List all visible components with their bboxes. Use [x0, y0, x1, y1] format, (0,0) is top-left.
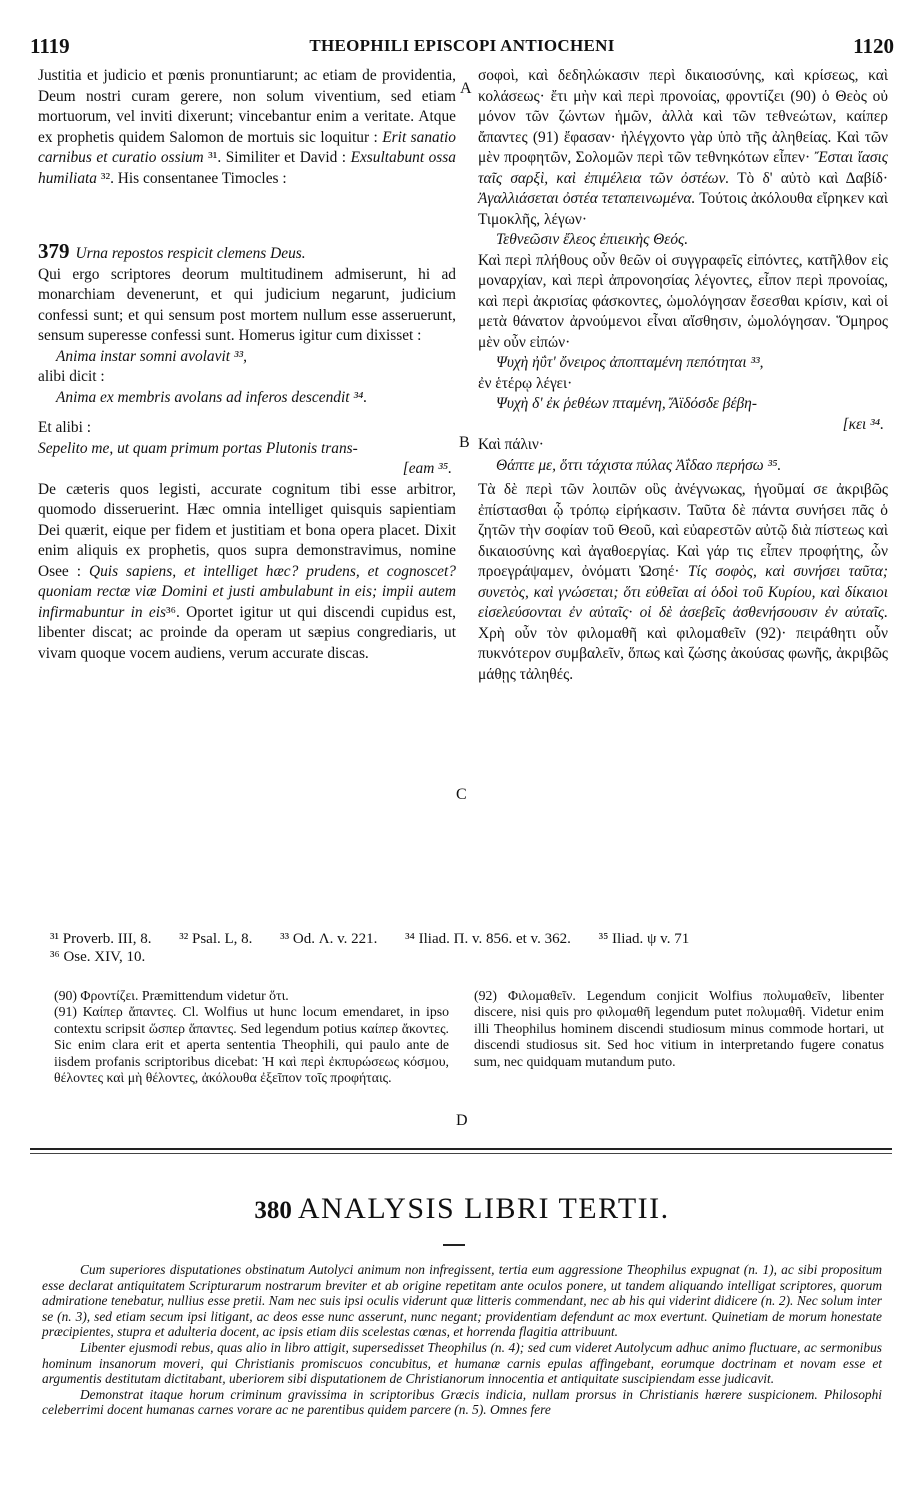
latin-p3-tail: ³⁶. Oportet igitur ut qui discendi cupidus est, libenter discat; ac proinde da operam ut sæpius congrediaris, ut vivam quoque vocem audiens, verum accurate discas. [38, 603, 456, 662]
margin-mark-b: B [459, 434, 470, 451]
greek-verse-2: Ψυχὴ ἠΰτ' ὄνειρος ἀποπταμένη πεπότηται ³³, [496, 354, 764, 371]
greek-p1-quote2: Ἀγαλλιάσεται ὀστέα τεταπεινωμένα. [478, 190, 696, 207]
latin-paragraph-3 [38, 480, 456, 665]
note-91: (91) Καίπερ ἄπαντες. Cl. Wolfius ut hunc locum emendaret, in ipso contextu scripsit ὥσπερ ἅπαντες. Sed legendum potius καίπερ ἄκοντες. Sic enim clara erit et aperta sententia Theophili, qui paulo ante de iisdem profanis scriptoribus dicebat: Ἡ καὶ περὶ ἐκπυρώσεως κόσμου, θέλοντες καὶ μὴ θέλοντες, ἀκόλουθα ἐξεῖπον τοῖς προφήταις. [54, 1004, 449, 1086]
running-header [30, 34, 894, 60]
page-number-left: 1119 [30, 34, 70, 58]
greek-verse-3: Ψυχὴ δ' ἐκ ῥεθέων πταμένη, Ἄϊδόσδε βέβη- [496, 395, 757, 412]
margin-mark-d: D [456, 1112, 468, 1129]
greek-p1-tail: Τούτοις ἀκόλουθα εἴρηκεν καὶ Τιμοκλῆς, λέγων· [478, 190, 888, 228]
greek-column [478, 66, 888, 685]
section-number-379: 379 [38, 239, 70, 263]
latin-alibi: alibi dicit : [38, 368, 105, 385]
latin-p1-ref: ³¹. Similiter et David : [208, 149, 347, 166]
greek-paragraph-3 [478, 480, 888, 685]
greek-p1-mid: Τὸ δ' αὐτὸ καὶ Δαβίδ· [737, 169, 888, 187]
latin-p1-quote: Erit sanatio carnibus et curatio ossium [38, 128, 456, 166]
greek-p1-text: σοφοὶ, καὶ δεδηλώκασιν περὶ δικαιοσύνης, καὶ κρίσεως, καὶ κολάσεως· ἔτι μὴν καὶ περὶ προνοίας, φροντίζει (90) ὁ Θεὸς οὐ μόνον τῶν ζώντων ἡμῶν, ἀλλὰ καὶ τῶν τεθνεώτων, καίπερ ἄπαντες (91) ἔφασαν· ἠλέγχοντο γὰρ ὑπὸ τῆς ἀληθείας. Καὶ τῶν μὲν προφητῶν, Σολομῶν περὶ τῶν τεθνηκότων εἶπεν· [478, 67, 888, 166]
latin-verse-4-hang: [eam ³⁵. [402, 460, 452, 477]
section-title-text: ANALYSIS LIBRI TERTII. [297, 1192, 670, 1225]
title-dash [443, 1244, 465, 1246]
note-90: (90) Φροντίζει. Præmittendum videtur ὅτι. [54, 988, 289, 1003]
running-title: THEOPHILI EPISCOPI ANTIOCHENI [309, 36, 615, 55]
greek-paragraph-2: Καὶ περὶ πλήθους οὖν θεῶν οἱ συγγραφεῖς εἰπόντες, κατῆλθον εἰς μοναρχίαν, καὶ περὶ ἀπρονοησίας λέγοντες, εἶπον περὶ προνοίας, καὶ περὶ ἀκρισίας φάσκοντες, ὡμολόγησαν ἔσεσθαι κρίσιν, καὶ οἱ μετὰ θάνατον ἀρνούμενοι εἶναι αἴσθησιν, ὡμολόγησαν. Ὅμηρος μὲν οὖν εἰπών· [478, 251, 888, 351]
margin-mark-a: A [460, 80, 472, 97]
latin-paragraph-1 [38, 66, 456, 189]
greek-en-etero: ἐν ἑτέρῳ λέγει· [478, 374, 573, 392]
latin-p3-quote: Quis sapiens, et intelliget hæc? prudens, et cognoscet? quoniam rectæ viæ Domini et justi ambulabunt in eis; impii autem infirmabuntur in eis [38, 562, 456, 621]
scripture-references [50, 930, 890, 966]
ref-32: ³² Psal. L, 8. [179, 931, 253, 947]
latin-paragraph-2: Qui ergo scriptores deorum multitudinem admiserunt, hi ad monarchiam devenerunt, et qui judicium negarunt, judicium confessi sunt; et qui sensum post mortem nullum esse asseruerunt, sensum superesse confessi sunt. Homerus igitur cum dixisset : [38, 265, 456, 344]
ref-31: ³¹ Proverb. III, 8. [50, 931, 152, 947]
greek-verse-3-hang: [κει ³⁴. [842, 415, 884, 433]
margin-mark-c: C [456, 786, 467, 803]
page-number-right: 1120 [853, 34, 894, 58]
ref-36: ³⁶ Ose. XIV, 10. [50, 949, 146, 965]
notes-right [474, 988, 884, 1070]
latin-verse-2: Anima instar somni avolavit ³³, [56, 347, 247, 365]
latin-verse-4: Sepelito me, ut quam primum portas Plutonis trans- [38, 439, 358, 457]
greek-p3-text: Τὰ δὲ περὶ τῶν λοιπῶν οὓς ἀνέγνωκας, ἡγοῦμαί σε ἀκριβῶς ἐπίστασθαι ᾧ τρόπῳ εἰρήκασιν. Ταῦτα δὲ πάντα συνήσει πᾶς ὁ ζητῶν τὴν σοφίαν τοῦ Θεοῦ, καὶ εὐαρεστῶν αὐτῷ διὰ πίστεως καὶ δικαιοσύνης καὶ ἀγαθοεργίας. Καὶ γάρ τις εἶπεν προφήτης, ὧν προεγράψαμεν, ὀνόματι Ὠσηέ· [478, 481, 888, 580]
latin-verse1-text: Urna repostos respicit clemens Deus. [75, 245, 306, 262]
latin-verse-1 [38, 241, 456, 265]
note-92: (92) Φιλομαθεῖν. Legendum conjicit Wolfius πολυμαθεῖν, libenter discere, nisi quis pro φιλομαθῆ legendum putet πολυμαθῆ. Videtur enim illi Theophilus hominem discendi studiosum minus commode hortari, ut discendi studiosus sit. Sed hoc vitium in interpretando fugere conatus sum, nec quidquam mutandum puto. [474, 988, 884, 1069]
latin-verse-3: Anima ex membris avolans ad inferos descendit ³⁴. [56, 388, 368, 406]
greek-verse-1: Τεθνεῶσιν ἔλεος ἐπιεικὴς Θεός. [496, 231, 689, 248]
latin-p1-tail: ³². His consentanee Timocles : [100, 169, 287, 187]
greek-kai-palin: Καὶ πάλιν· [478, 436, 544, 453]
greek-paragraph-1 [478, 66, 888, 230]
latin-et-alibi: Et alibi : [38, 419, 92, 436]
latin-p1-quote2: Exsultabunt ossa humiliata [38, 149, 456, 187]
abstract-paragraph-2: Libenter ejusmodi rebus, quas alio in libro attigit, supersedisset Theophilus (n. 4); sed cum videret Autolycum adhuc animo fluctuare, ac sermonibus hominum insanorum moveri, qui Christianis promiscuos concubitus, et humanæ carnis epulas affingebant, eorumque doctrinam et novam esse et argumentis destitutam dictitabant, uberiorem sibi disputationem de Christianorum innocentia et antiquitate suscipiendam esse judicavit. [42, 1339, 882, 1387]
section-divider-thick [30, 1148, 892, 1150]
latin-p3-text: De cæteris quos legisti, accurate cognitum tibi esse arbitror, quomodo disseruerint. Hæc omnia intelliget quisquis sapientiam Dei quærit, eique per fidem et justitiam et bona opera placet. Dixit enim aliquis ex prophetis, quos supra demonstravimus, nomine Osee : [38, 480, 456, 580]
ref-33: ³³ Od. Λ. v. 221. [280, 931, 378, 947]
latin-p1-text: Justitia et judicio et pœnis pronuntiarunt; ac etiam de providentia, Deum nostri curam gerere, non solum viventium, sed etiam mortuorum, vel inviti dixerunt; vincebantur enim a veritate. Atque ex prophetis quidem Salomon de mortuis sic loquitur : [38, 67, 456, 146]
section-divider-thin [30, 1153, 892, 1154]
greek-verse-4: Θάπτε με, ὅττι τάχιστα πύλας Ἀΐδαο περήσω ³⁵. [496, 456, 782, 474]
ref-34: ³⁴ Iliad. Π. v. 856. et v. 362. [405, 931, 571, 947]
latin-column [38, 66, 456, 664]
greek-p1-quote: Ἔσται ἴασις ταῖς σαρξὶ, καὶ ἐπιμέλεια τῶν ὀστέων. [478, 149, 888, 187]
greek-p3-quote: Τίς σοφὸς, καὶ συνήσει ταῦτα; συνετὸς, καὶ γνώσεται; ὅτι εὐθεῖαι αἱ ὁδοὶ τοῦ Κυρίου, καὶ δίκαιοι εἰσελεύσονται ἐν αὐταῖς· οἱ δὲ ἀσεβεῖς ἀσθενήσουσιν ἐν αὐταῖς. [478, 563, 888, 621]
analysis-abstract [42, 1262, 882, 1418]
abstract-paragraph-3: Demonstrat itaque horum criminum gravissima in scriptoribus Græcis indicia, nullam prorsus in Christianis hærere suspicionem. Philosophi celeberrimi docent humanas carnes vorare ac ne parentibus quidem parcere (n. 5). Omnes fere [42, 1386, 882, 1418]
notes-left [54, 988, 449, 1086]
section-number-380: 380 [254, 1197, 292, 1224]
section-title [0, 1192, 924, 1226]
greek-p3-tail: Χρὴ οὖν τὸν φιλομαθῆ καὶ φιλομαθεῖν (92)· πειράθητι οὖν πυκνότερον συμβαλεῖν, ὅπως καὶ ζώσης ἀκούσας φωνῆς, ἀκριβῶς μάθῃς τἀληθές. [478, 624, 888, 683]
ref-35: ³⁵ Iliad. ψ v. 71 [598, 931, 690, 947]
abstract-paragraph-1: Cum superiores disputationes obstinatum Autolyci animum non infregissent, tertia eum aggressione Theophilus expugnat (n. 1), ac sibi propositum esse declarat antiquitatem Scripturarum nostrarum breviter et ab origine repetitam ante oculos ponere, ut tandem aliquando intelligat scriptores, quorum admiratione tenebatur, nullius esse pretii. Nam nec suis ipsi oculis viderunt quæ litteris commendant, nec ab his qui viderint didicere (n. 2). Nec solum inter se (n. 3), sed etiam secum ipsi litigant, ac deos esse nunc asserunt, nunc negant; providentiam defendunt ac mox evertunt. Quinetiam de morum honestate præcipientes, stupra et adulteria docent, ac ipsis etiam diis scelestas cœnas, et horrenda flagitia attribuunt. [42, 1262, 882, 1340]
